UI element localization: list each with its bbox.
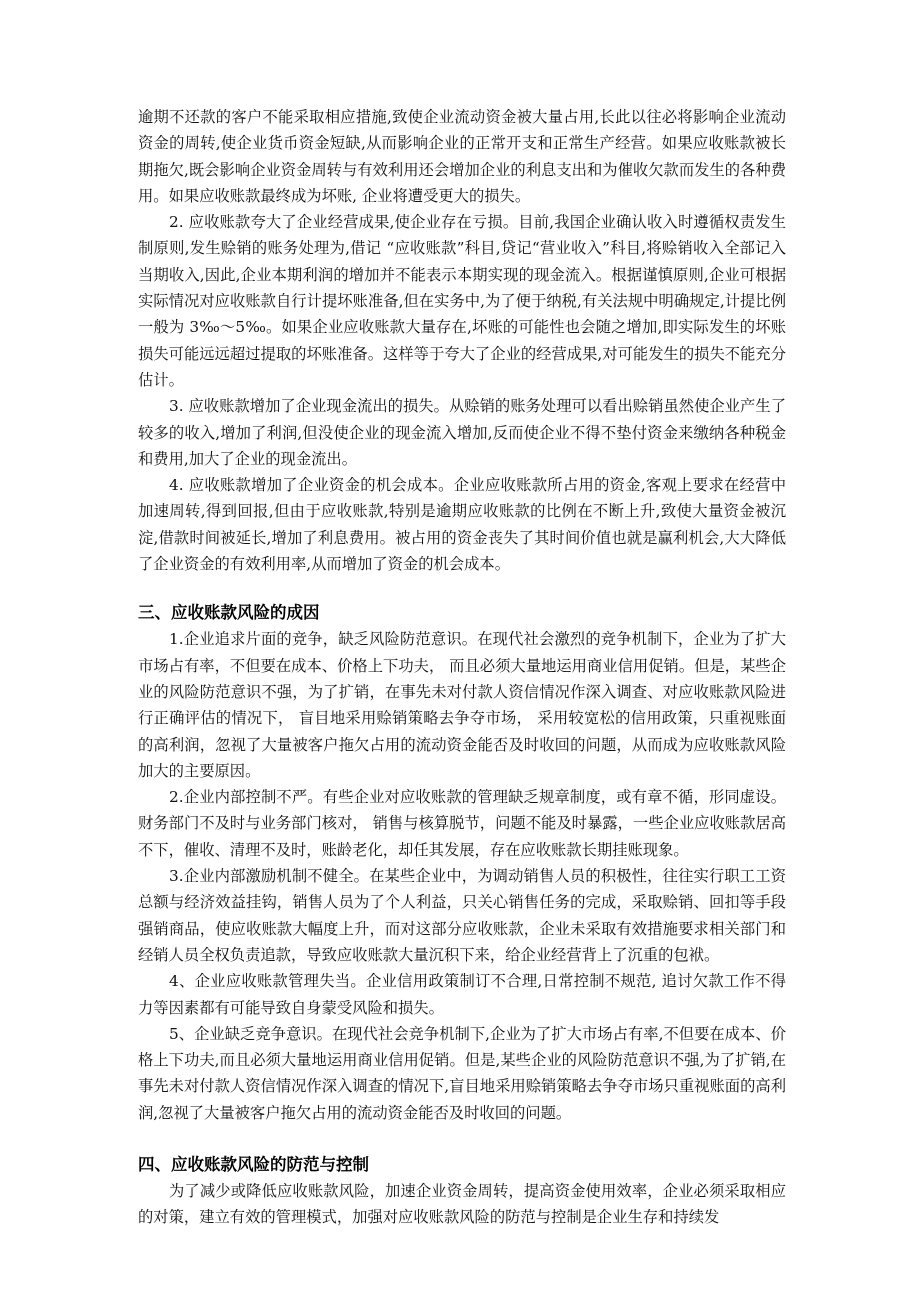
paragraph: 为了减少或降低应收账款风险，加速企业资金周转，提高资金使用效率，企业必须采取相应的对策，建立有效的管理模式，加强对应收账款风险的防范与控制是企业生存和持续发 xyxy=(138,1181,786,1227)
paragraph: 5、企业缺乏竞争意识。在现代社会竞争机制下,企业为了扩大市场占有率,不但要在成本、价格上下功夫,而且必须大量地运用商业信用促销。但是,某些企业的风险防范意识不强,为了扩销,在事先未对付款人资信情况作深入调查的情况下,盲目地采用赊销策略去争夺市场只重视账面的高利润,忽视了大量被客户拖欠占用的流动资金能否及时收回的问题。 xyxy=(138,1024,786,1122)
section-heading: 四、应收账款风险的防范与控制 xyxy=(138,1154,369,1174)
section-heading: 三、应收账款风险的成因 xyxy=(138,603,320,623)
paragraph: 1.企业追求片面的竞争，缺乏风险防范意识。在现代社会激烈的竞争机制下，企业为了扩大市场占有率，不但要在成本、价格上下功夫， 而且必须大量地运用商业信用促销。但是，某些企业的风险防范意识不强，为了扩销，在事先未对付款人资信情况作深入调查、对应收账款风险进行正确评估的情况下， 盲目地采用赊销策略去争夺市场， 采用较宽松的信用政策，只重视账面的高利润，忽视了大量被客户拖欠占用的流动资金能否及时收回的问题，从而成为应收账款风险加大的主要原因。 xyxy=(138,630,786,780)
paragraph: 4. 应收账款增加了企业资金的机会成本。企业应收账款所占用的资金,客观上要求在经营中加速周转,得到回报,但由于应收账款,特别是逾期应收账款的比例在不断上升,致使大量资金被沉淀,借款时间被延长,增加了利息费用。被占用的资金丧失了其时间价值也就是赢利机会,大大降低了企业资金的有效利用率,从而增加了资金的机会成本。 xyxy=(138,476,786,574)
document-page xyxy=(138,104,786,1231)
paragraph: 逾期不还款的客户不能采取相应措施,致使企业流动资金被大量占用,长此以往必将影响企业流动资金的周转,使企业货币资金短缺,从而影响企业的正常开支和正常生产经营。如果应收账款被长期拖欠,既会影响企业资金周转与有效利用还会增加企业的利息支出和为催收欠款而发生的各种费用。如果应收账款最终成为坏账, 企业将遭受更大的损失。 xyxy=(138,108,786,205)
paragraph: 3.企业内部激励机制不健全。在某些企业中，为调动销售人员的积极性，往往实行职工工资总额与经济效益挂钩，销售人员为了个人利益，只关心销售任务的完成，采取赊销、回扣等手段强销商品，使应收账款大幅度上升，而对这部分应收账款，企业未采取有效措施要求相关部门和经销人员全权负责追款，导致应收账款大量沉积下来，给企业经营背上了沉重的包袱。 xyxy=(138,867,786,964)
paragraph: 3. 应收账款增加了企业现金流出的损失。从赊销的账务处理可以看出赊销虽然使企业产生了较多的收入,增加了利润,但没使企业的现金流入增加,反而使企业不得不垫付资金来缴纳各种税金和费用,加大了企业的现金流出。 xyxy=(138,397,786,468)
paragraph: 2.企业内部控制不严。有些企业对应收账款的管理缺乏规章制度，或有章不循，形同虚设。财务部门不及时与业务部门核对， 销售与核算脱节，问题不能及时暴露，一些企业应收账款居高不下，催收、清理不及时，账龄老化，却任其发展，存在应收账款长期挂账现象。 xyxy=(138,788,786,859)
paragraph: 2. 应收账款夸大了企业经营成果,使企业存在亏损。目前,我国企业确认收入时遵循权责发生制原则,发生赊销的账务处理为,借记 “应收账款”科目,贷记“营业收入”科目,将赊销收入全部记入当期收入,因此,企业本期利润的增加并不能表示本期实现的现金流入。根据谨慎原则,企业可根据实际情况对应收账款自行计提坏账准备,但在实务中,为了便于纳税,有关法规中明确规定,计提比例一般为 3‰～5‰。如果企业应收账款大量存在,坏账的可能性也会随之增加,即实际发生的坏账损失可能远远超过提取的坏账准备。这样等于夸大了企业的经营成果,对可能发生的损失不能充分估计。 xyxy=(138,213,786,389)
paragraph: 4、企业应收账款管理失当。企业信用政策制订不合理,日常控制不规范, 追讨欠款工作不得力等因素都有可能导致自身蒙受风险和损失。 xyxy=(138,972,786,1017)
